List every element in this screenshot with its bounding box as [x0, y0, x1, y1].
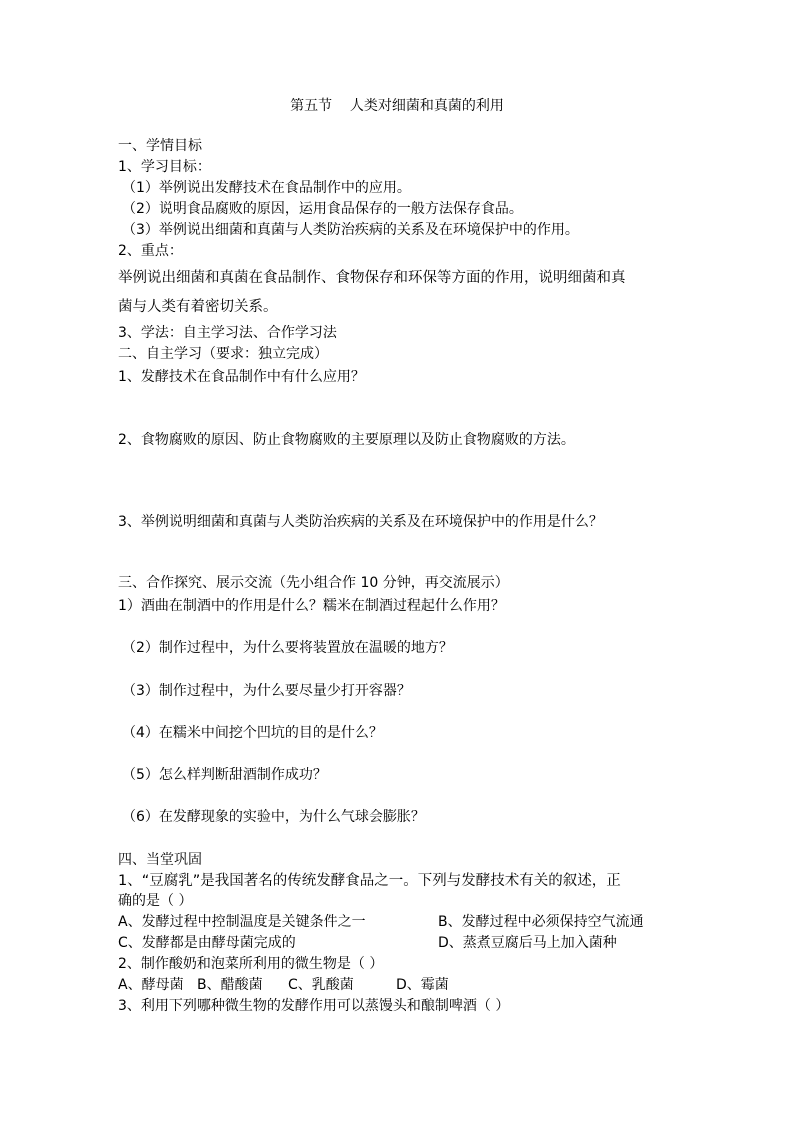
- cooperative-question-5: （5）怎么样判断甜酒制作成功？: [122, 767, 327, 783]
- page-title: 第五节 人类对细菌和真菌的利用: [290, 98, 504, 114]
- exercise-1-option-b: B、发酵过程中必须保持空气流通: [438, 914, 644, 930]
- exercise-1-option-a: A、发酵过程中控制温度是关键条件之一: [118, 914, 366, 930]
- exercise-1-option-c: C、发酵都是由酵母菌完成的: [118, 935, 296, 951]
- section-heading-goals: 一、学情目标: [118, 138, 202, 154]
- exercise-2-option-d: D、霉菌: [396, 977, 449, 993]
- self-study-question-2: 2、食物腐败的原因、防止食物腐败的主要原理以及防止食物腐败的方法。: [118, 432, 575, 448]
- self-study-question-3: 3、举例说明细菌和真菌与人类防治疾病的关系及在环境保护中的作用是什么？: [118, 514, 603, 530]
- section-heading-consolidation: 四、当堂巩固: [118, 852, 202, 868]
- self-study-question-1: 1、发酵技术在食品制作中有什么应用？: [118, 369, 365, 385]
- goal-item-1: （1）举例说出发酵技术在食品制作中的应用。: [122, 180, 411, 196]
- focus-text-line-2: 菌与人类有着密切关系。: [118, 299, 278, 315]
- cooperative-question-4: （4）在糯米中间挖个凹坑的目的是什么？: [122, 725, 383, 741]
- cooperative-question-3: （3）制作过程中，为什么要尽量少打开容器？: [122, 683, 411, 699]
- exercise-3-stem: 3、利用下列哪种微生物的发酵作用可以蒸馒头和酿制啤酒（ ）: [118, 998, 510, 1014]
- exercise-1-stem-line-1: 1、“豆腐乳”是我国著名的传统发酵食品之一。下列与发酵技术有关的叙述，正: [118, 873, 621, 889]
- exercise-2-option-a: A、酵母菌: [118, 977, 184, 993]
- goal-item-2: （2）说明食品腐败的原因，运用食品保存的一般方法保存食品。: [122, 201, 523, 217]
- exercise-2-stem: 2、制作酸奶和泡菜所利用的微生物是（ ）: [118, 956, 384, 972]
- focus-label: 2、重点：: [118, 243, 183, 259]
- goal-item-3: （3）举例说出细菌和真菌与人类防治疾病的关系及在环境保护中的作用。: [122, 222, 579, 238]
- exercise-1-option-d: D、蒸煮豆腐后马上加入菌种: [438, 935, 617, 951]
- cooperative-question-2: （2）制作过程中，为什么要将装置放在温暖的地方？: [122, 640, 453, 656]
- cooperative-question-1: 1）酒曲在制酒中的作用是什么？糯米在制酒过程起什么作用？: [118, 598, 505, 614]
- exercise-2-option-c: C、乳酸菌: [288, 977, 354, 993]
- cooperative-question-6: （6）在发酵现象的实验中，为什么气球会膨胀？: [122, 809, 425, 825]
- focus-text-line-1: 举例说出细菌和真菌在食品制作、食物保存和环保等方面的作用，说明细菌和真: [118, 270, 626, 286]
- exercise-1-stem-line-2: 确的是（ ）: [118, 893, 193, 909]
- section-heading-cooperative: 三、合作探究、展示交流（先小组合作 10 分钟，再交流展示）: [118, 575, 509, 591]
- exercise-2-option-b: B、醋酸菌: [197, 977, 263, 993]
- study-method: 3、学法：自主学习法、合作学习法: [118, 325, 337, 341]
- learning-goals-label: 1、学习目标：: [118, 159, 211, 175]
- section-heading-self-study: 二、自主学习（要求：独立完成）: [118, 346, 328, 362]
